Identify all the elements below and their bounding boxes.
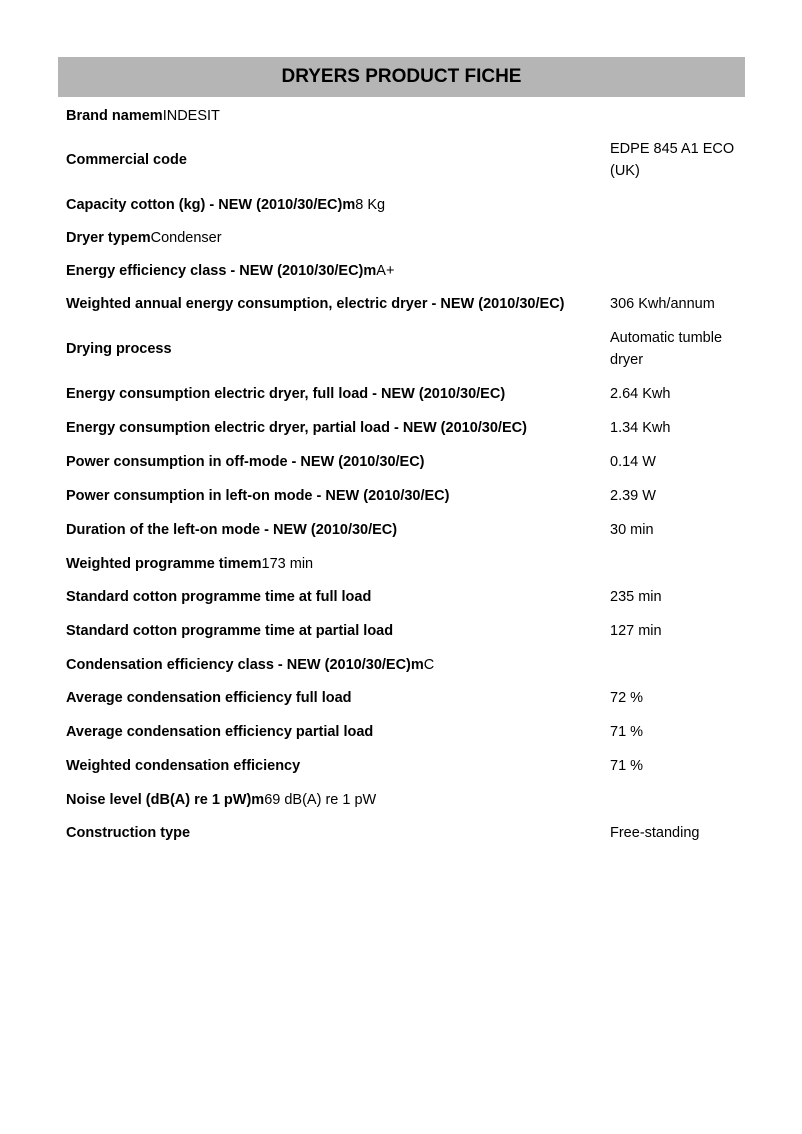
row-label: Brand namem bbox=[66, 107, 163, 124]
row-label: Weighted condensation efficiency bbox=[66, 758, 301, 774]
row-label-cell bbox=[58, 655, 610, 675]
row-label-cell bbox=[58, 823, 610, 843]
row-label-cell bbox=[58, 452, 610, 472]
row-value: 0.14 W bbox=[610, 454, 656, 470]
fiche-row bbox=[58, 321, 745, 377]
row-value: 71 % bbox=[610, 724, 644, 740]
row-value: Free-standing bbox=[610, 825, 700, 841]
fiche-row bbox=[58, 188, 745, 221]
row-label: Condensation efficiency class - NEW (2010/30/EC)m bbox=[66, 656, 424, 673]
row-label-cell bbox=[58, 339, 610, 359]
page-title: DRYERS PRODUCT FICHE bbox=[281, 66, 522, 87]
fiche-row bbox=[58, 513, 745, 547]
fiche-row bbox=[58, 580, 745, 614]
row-value: EDPE 845 A1 ECO (UK) bbox=[610, 141, 735, 179]
row-label-cell bbox=[58, 195, 610, 215]
row-label: Duration of the left-on mode - NEW (2010/30/EC) bbox=[66, 522, 398, 538]
row-label-cell bbox=[58, 756, 610, 776]
row-label-cell bbox=[58, 486, 610, 506]
row-label: Power consumption in off-mode - NEW (2010/30/EC) bbox=[66, 454, 425, 470]
row-value: Automatic tumble dryer bbox=[610, 330, 723, 368]
row-label-cell bbox=[58, 790, 610, 810]
fiche-row bbox=[58, 648, 745, 681]
row-value: 8 Kg bbox=[355, 196, 386, 213]
row-value: 1.34 Kwh bbox=[610, 420, 671, 436]
row-label: Power consumption in left-on mode - NEW (2010/30/EC) bbox=[66, 488, 450, 504]
row-label-cell bbox=[58, 554, 610, 574]
row-label: Capacity cotton (kg) - NEW (2010/30/EC)m bbox=[66, 196, 356, 213]
fiche-row bbox=[58, 783, 745, 816]
row-label: Energy consumption electric dryer, full load - NEW (2010/30/EC) bbox=[66, 386, 506, 402]
row-label: Energy efficiency class - NEW (2010/30/EC)m bbox=[66, 262, 377, 279]
fiche-row bbox=[58, 445, 745, 479]
fiche-row bbox=[58, 749, 745, 783]
row-value: 30 min bbox=[610, 522, 654, 538]
fiche-row bbox=[58, 816, 745, 850]
row-label-cell bbox=[58, 688, 610, 708]
row-label: Commercial code bbox=[66, 152, 187, 168]
row-value: 72 % bbox=[610, 690, 644, 706]
row-label-cell bbox=[58, 106, 610, 126]
row-value: INDESIT bbox=[162, 107, 220, 124]
row-label-cell bbox=[58, 418, 610, 438]
fiche-title-bar bbox=[58, 57, 745, 97]
row-label: Weighted programme timem bbox=[66, 555, 262, 572]
row-label-cell bbox=[58, 150, 610, 170]
fiche-row bbox=[58, 614, 745, 648]
fiche-row bbox=[58, 377, 745, 411]
fiche-row bbox=[58, 99, 745, 132]
row-value: A+ bbox=[376, 262, 395, 279]
row-value: 69 dB(A) re 1 pW bbox=[264, 791, 377, 808]
row-label: Average condensation efficiency partial load bbox=[66, 724, 374, 740]
row-label-cell bbox=[58, 384, 610, 404]
fiche-row bbox=[58, 715, 745, 749]
fiche-row bbox=[58, 254, 745, 287]
row-label: Energy consumption electric dryer, partial load - NEW (2010/30/EC) bbox=[66, 420, 527, 436]
fiche-row bbox=[58, 681, 745, 715]
row-label-cell bbox=[58, 621, 610, 641]
row-value: 235 min bbox=[610, 589, 662, 605]
row-label: Noise level (dB(A) re 1 pW)m bbox=[66, 791, 265, 808]
row-label: Average condensation efficiency full load bbox=[66, 690, 352, 706]
row-value: 306 Kwh/annum bbox=[610, 296, 715, 312]
row-value: 127 min bbox=[610, 623, 662, 639]
fiche-table bbox=[58, 99, 745, 850]
row-value: 71 % bbox=[610, 758, 644, 774]
fiche-row bbox=[58, 132, 745, 188]
fiche-row bbox=[58, 479, 745, 513]
row-label-cell bbox=[58, 228, 610, 248]
fiche-row bbox=[58, 221, 745, 254]
row-label: Weighted annual energy consumption, electric dryer - NEW (2010/30/EC) bbox=[66, 296, 565, 312]
row-label: Drying process bbox=[66, 341, 172, 357]
row-value: Condenser bbox=[150, 229, 222, 246]
row-label: Standard cotton programme time at full load bbox=[66, 589, 372, 605]
row-label-cell bbox=[58, 520, 610, 540]
row-label-cell bbox=[58, 261, 610, 281]
row-value: 2.64 Kwh bbox=[610, 386, 671, 402]
row-value: 173 min bbox=[261, 555, 314, 572]
row-value: C bbox=[423, 656, 435, 673]
row-value: 2.39 W bbox=[610, 488, 656, 504]
fiche-row bbox=[58, 287, 745, 321]
row-label-cell bbox=[58, 722, 610, 742]
row-label-cell bbox=[58, 294, 610, 314]
fiche-row bbox=[58, 411, 745, 445]
row-label: Standard cotton programme time at partial load bbox=[66, 623, 394, 639]
fiche-row bbox=[58, 547, 745, 580]
row-label-cell bbox=[58, 587, 610, 607]
row-label: Dryer typem bbox=[66, 229, 151, 246]
row-label: Construction type bbox=[66, 825, 191, 841]
